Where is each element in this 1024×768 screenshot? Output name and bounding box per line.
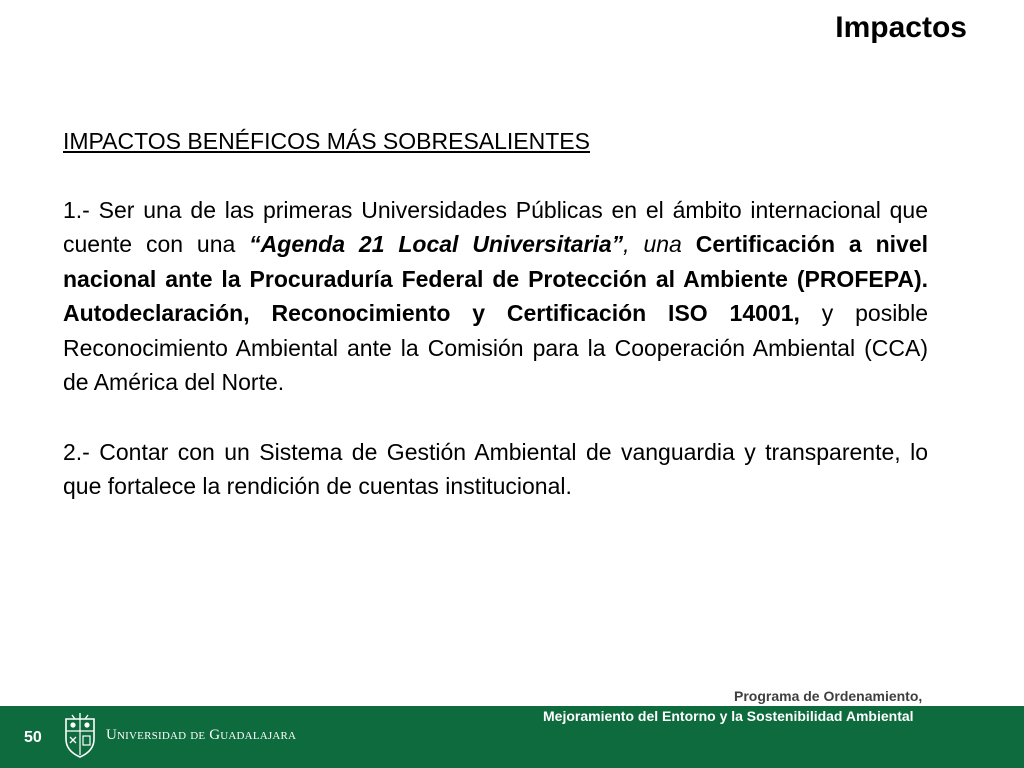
item1-agenda: “Agenda 21 Local Universitaria” — [249, 231, 624, 257]
item1-prefix: 1.- Ser una de las primeras Universidades Públicas en el ámbito internacional que cuente con una — [63, 196, 928, 257]
item1-suffix: y posible Reconocimiento Ambiental ante la Comisión para la Cooperación Ambiental (CCA) de América del Norte. — [63, 300, 928, 395]
program-name — [540, 686, 960, 726]
slide-title: Impactos — [835, 11, 967, 44]
impact-item-2: 2.- Contar con un Sistema de Gestión Ambiental de vanguardia y transparente, lo que fortalece la rendición de cuentas institucional. — [63, 438, 928, 499]
page-number: 50 — [24, 729, 42, 746]
impact-item-1 — [63, 193, 928, 400]
university-crest-icon — [62, 713, 98, 759]
item1-certificacion: Certificación a nivel nacional ante la Procuraduría Federal de Protección al Ambiente (PROFEPA). Autodeclaración, Reconocimiento y Certificación ISO 14001, — [63, 231, 929, 326]
program-line-1: Programa de Ordenamiento, — [734, 688, 923, 704]
section-heading: IMPACTOS BENÉFICOS MÁS SOBRESALIENTES — [63, 128, 590, 154]
slide-content — [63, 124, 928, 504]
university-name: Universidad de Guadalajara — [106, 727, 297, 743]
item1-joiner: , una — [623, 231, 696, 257]
program-line-2: Mejoramiento del Entorno y la Sostenibilidad Ambiental — [543, 708, 914, 724]
